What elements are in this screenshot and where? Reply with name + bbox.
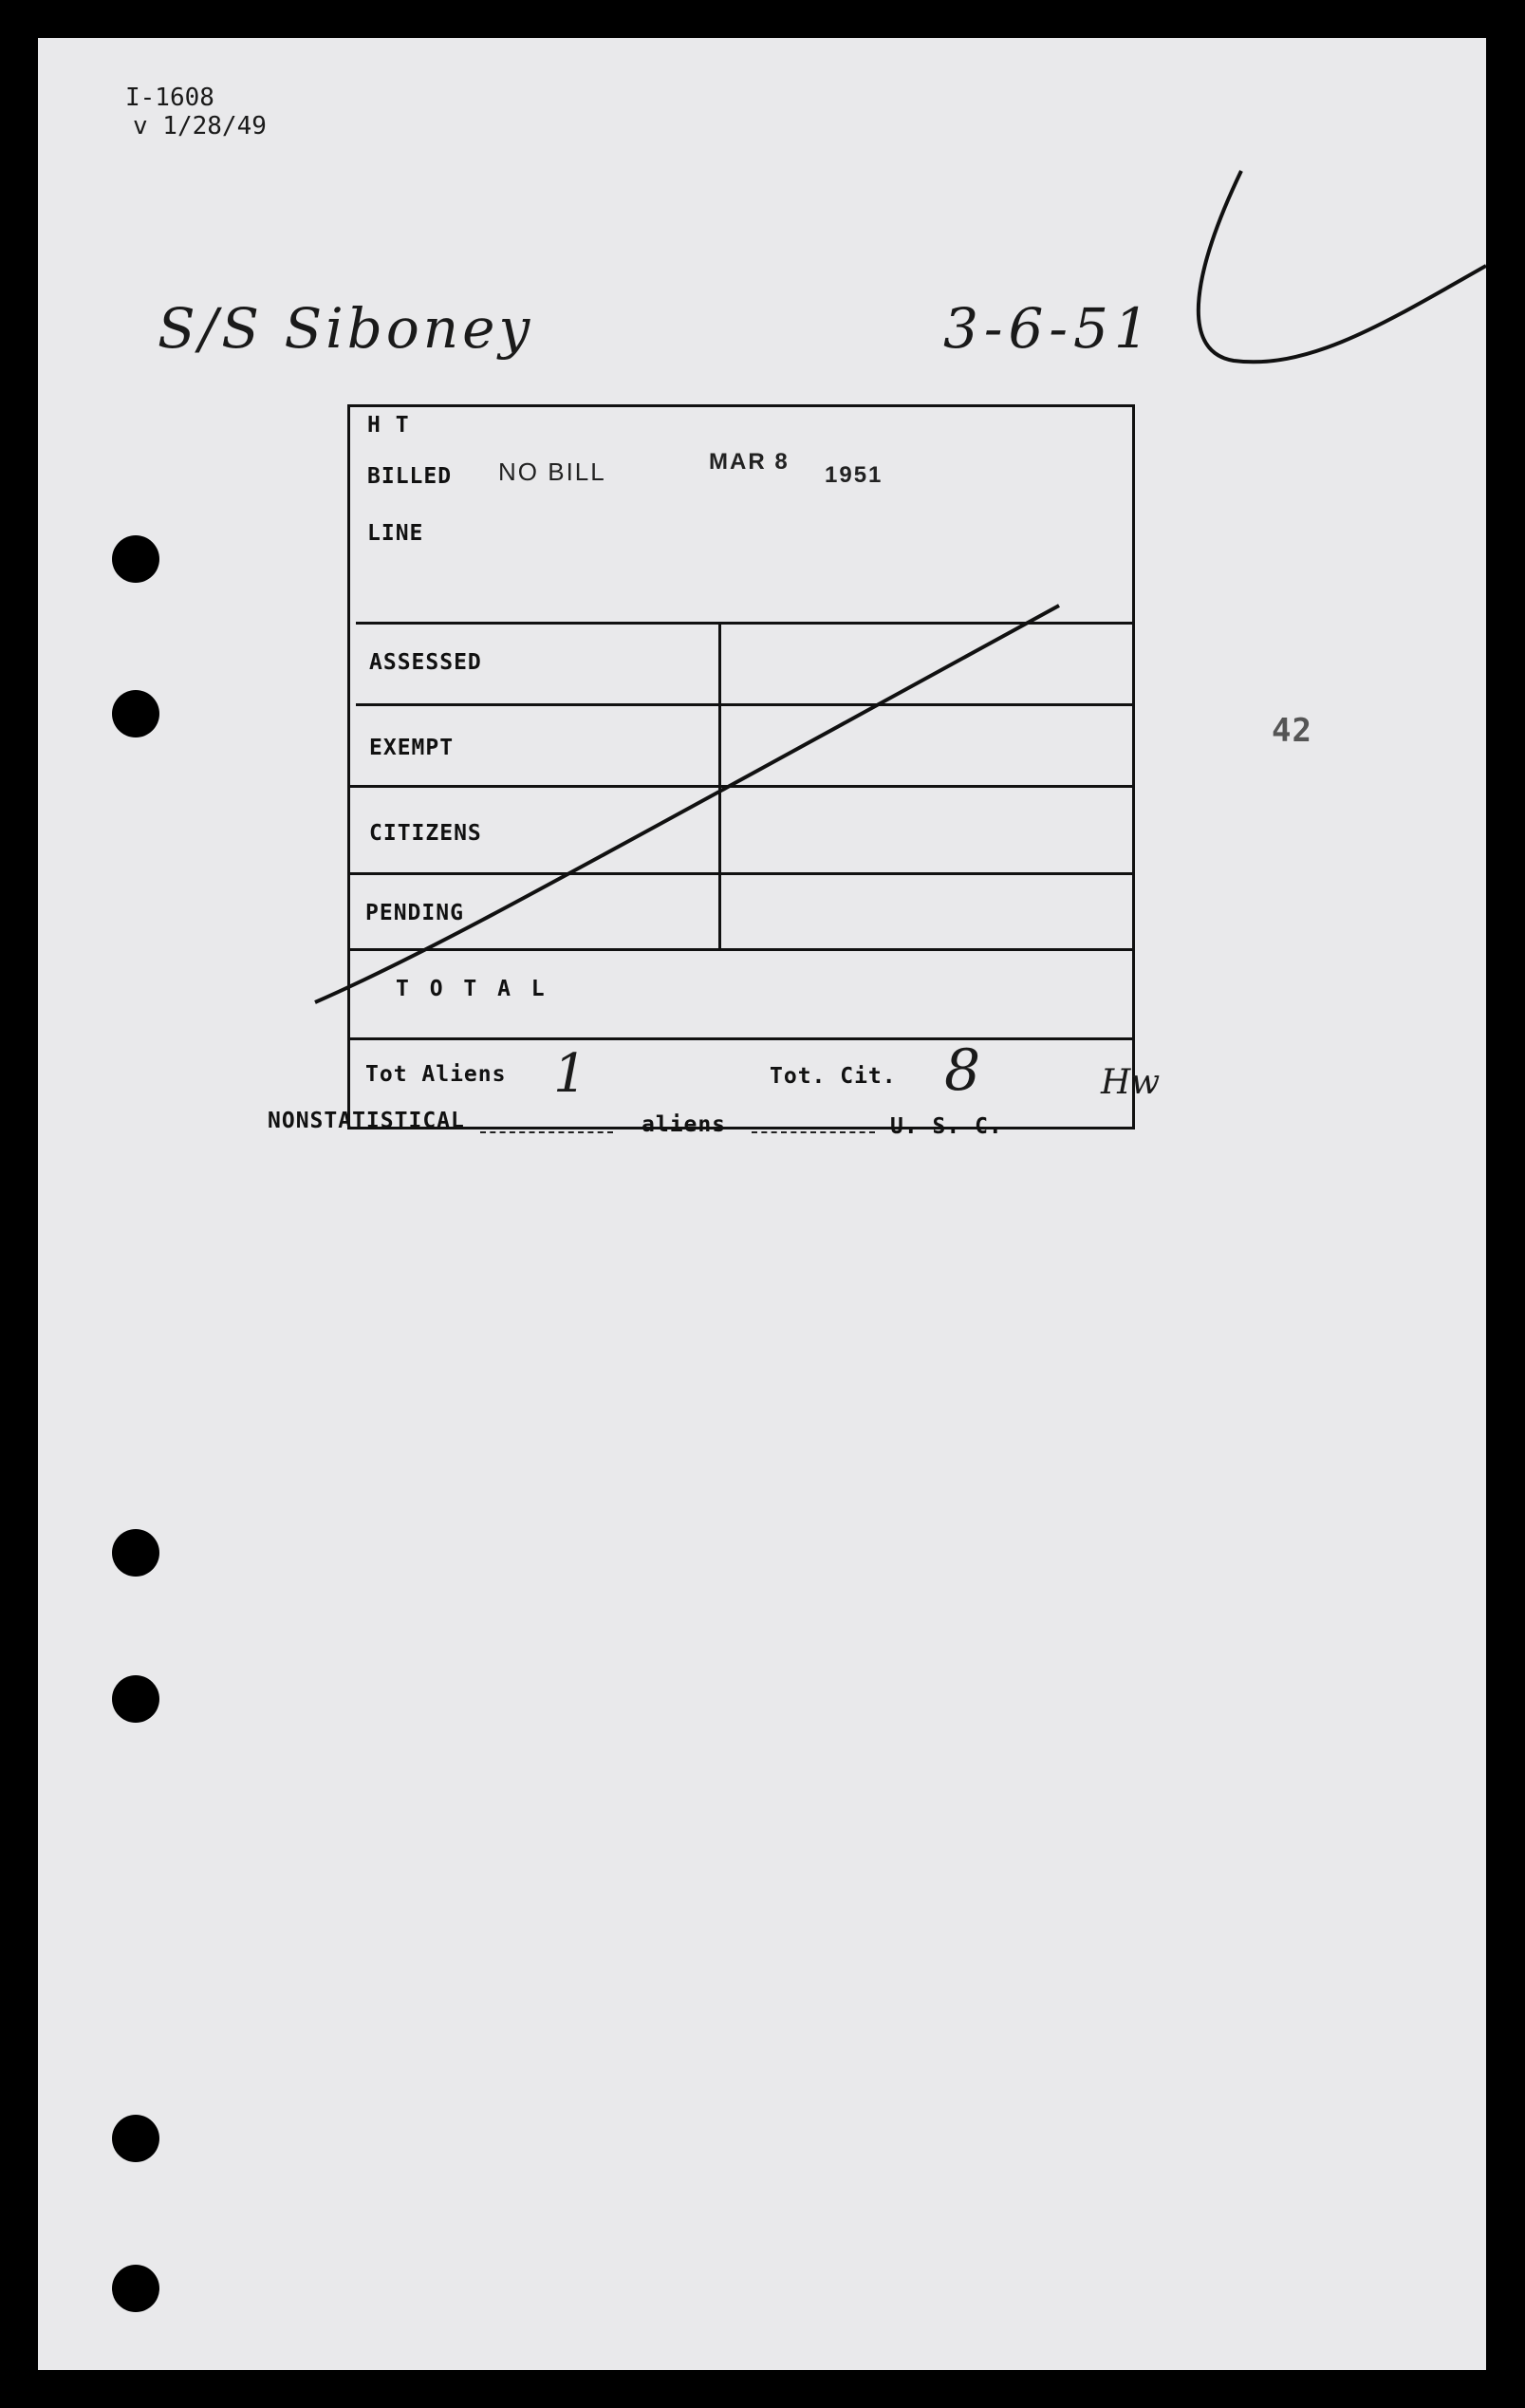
aliens-label: aliens <box>642 1112 727 1137</box>
line-label: LINE <box>367 521 424 546</box>
date-stamp-month: MAR 8 <box>709 449 790 475</box>
handwritten-initials: Hw <box>1101 1063 1161 1102</box>
nonstatistical-label: NONSTATISTICAL <box>268 1109 465 1133</box>
cancel-diagonal-line <box>315 606 1059 1002</box>
handwritten-date: 3-6-51 <box>943 296 1155 361</box>
row-assessed: ASSESSED <box>369 650 482 675</box>
form-revision: v 1/28/49 <box>133 112 267 140</box>
tot-cit-label: Tot. Cit. <box>770 1064 897 1089</box>
row-exempt: EXEMPT <box>369 736 455 760</box>
check-mark <box>1199 171 1486 362</box>
tot-aliens-label: Tot Aliens <box>365 1062 507 1087</box>
form-number: I-1608 <box>125 84 214 112</box>
pen-strokes <box>38 38 1486 2370</box>
total-label: T O T A L <box>396 977 549 1001</box>
no-bill-stamp: NO BILL <box>498 457 606 486</box>
usc-label: U. S. C. <box>890 1114 1003 1139</box>
ship-name: S/S Siboney <box>158 296 534 361</box>
row-pending: PENDING <box>365 901 464 925</box>
page-number: 42 <box>1272 712 1312 750</box>
tot-cit-value: 8 <box>944 1037 981 1104</box>
billed-label: BILLED <box>367 464 453 489</box>
row-citizens: CITIZENS <box>369 821 482 846</box>
date-stamp-year: 1951 <box>825 462 883 488</box>
ht-label: H T <box>367 413 410 438</box>
document-page <box>38 38 1486 2370</box>
tot-aliens-value: 1 <box>553 1043 587 1105</box>
